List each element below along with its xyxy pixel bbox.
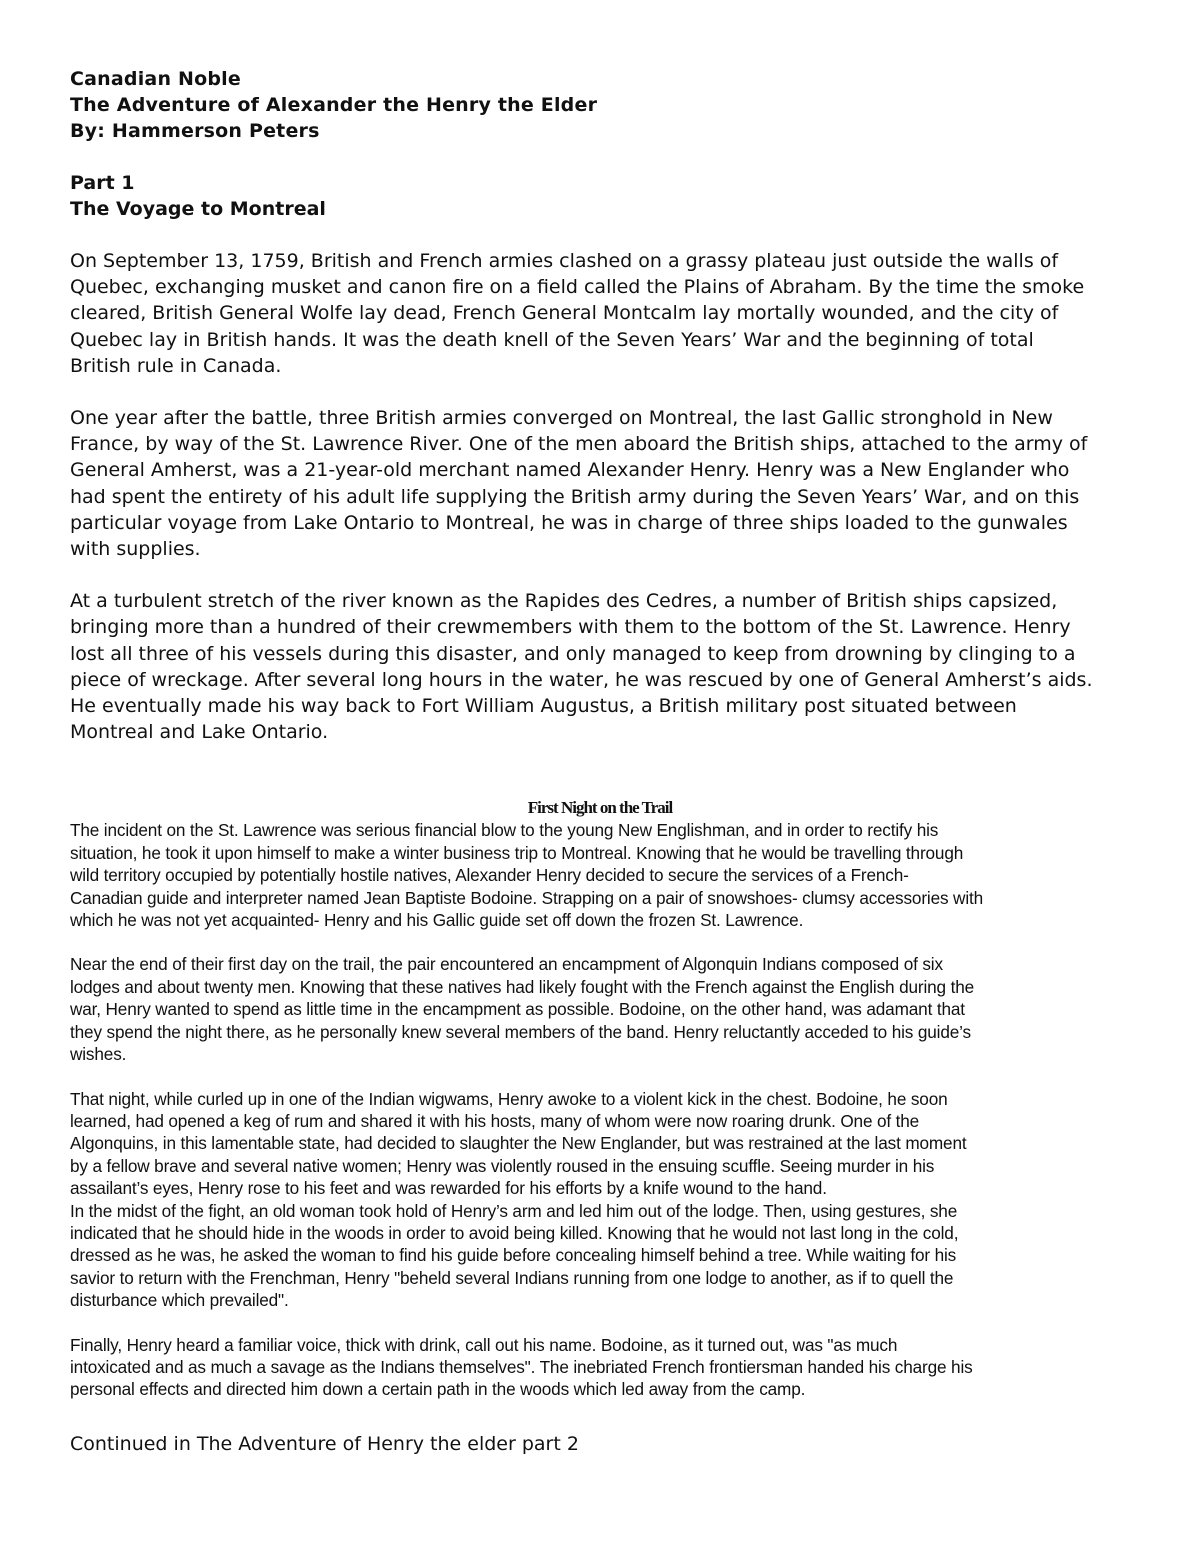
part-header: [70, 170, 1130, 222]
spacer: [70, 379, 1130, 405]
document-author: By: Hammerson Peters: [70, 120, 320, 142]
document-subtitle: The Adventure of Alexander the Henry the Elder: [70, 94, 598, 116]
section-title: First Night on the Trail: [527, 798, 673, 818]
spacer: [70, 1066, 1130, 1088]
spacer: [70, 931, 1130, 953]
document-title: Canadian Noble: [70, 68, 241, 90]
document-header: [70, 66, 1130, 144]
section-paragraph-3: That night, while curled up in one of the Indian wigwams, Henry awoke to a violent kick in the chest. Bodoine, he soon learned, had opened a keg of rum and shared it with his hosts, many of whom were now roaring drunk. One of the Algonquins, in this lamentable state, had decided to slaughter the New Englander, but was restrained at the last moment by a fellow brave and several native women; Henry was violently roused in the ensuing scuffle. Seeing murder in his assailant’s eyes, Henry rose to his feet and was rewarded for his efforts by a knife wound to the hand. In the midst of the fight, an old woman took hold of Henry’s arm and led him out of the lodge. Then, using gestures, she indicated that he should hide in the woods in order to avoid being killed. Knowing that he would not last long in the cold, dressed as he was, he asked the woman to find his guide before concealing himself behind a tree. While waiting for his savior to return with the Frenchman, Henry "beheld several Indians running from one lodge to another, as if to quell the disturbance which prevailed".: [70, 1088, 967, 1311]
part-paragraph-3: At a turbulent stretch of the river known as the Rapides des Cedres, a number of British ships capsized, bringing more than a hundred of their crewmembers with them to the bottom of the St. Lawrence. Henry lost all three of his vessels during this disaster, and only managed to keep from drowning by clinging to a piece of wreckage. After several long hours in the water, he was rescued by one of General Amherst’s aids. He eventually made his way back to Fort William Augustus, a British military post situated between Montreal and Lake Ontario.: [70, 590, 1093, 744]
document-page: [70, 66, 1130, 1457]
continued-note: Continued in The Adventure of Henry the elder part 2: [70, 1432, 579, 1455]
part-paragraph-1: On September 13, 1759, British and French armies clashed on a grassy plateau just outside the walls of Quebec, exchanging musket and canon fire on a field called the Plains of Abraham. By the time the smoke cleared, British General Wolfe lay dead, French General Montcalm lay mortally wounded, and the city of Quebec lay in British hands. It was the death knell of the Seven Years’ War and the beginning of total British rule in Canada.: [70, 250, 1085, 377]
spacer: [70, 222, 1130, 248]
spacer: [70, 562, 1130, 588]
section-paragraph-2: Near the end of their first day on the trail, the pair encountered an encampment of Algonquin Indians composed of six lodges and about twenty men. Knowing that these natives had likely fought with the French against the English during the war, Henry wanted to spend as little time in the encampment as possible. Bodoine, on the other hand, was adamant that they spend the night there, as he personally knew several members of the band. Henry reluctantly acceded to his guide’s wishes.: [70, 954, 975, 1065]
spacer: [70, 1312, 1130, 1334]
part-title: The Voyage to Montreal: [70, 198, 326, 220]
part-paragraph-2: One year after the battle, three British armies converged on Montreal, the last Gallic stronghold in New France, by way of the St. Lawrence River. One of the men aboard the British ships, attached to the army of General Amherst, was a 21-year-old merchant named Alexander Henry. Henry was a New Englander who had spent the entirety of his adult life supplying the British army during the Seven Years’ War, and on this particular voyage from Lake Ontario to Montreal, he was in charge of three ships loaded to the gunwales with supplies.: [70, 407, 1088, 561]
spacer: [70, 144, 1130, 170]
section-paragraph-1: The incident on the St. Lawrence was serious financial blow to the young New Englishman, and in order to rectify his situation, he took it upon himself to make a winter business trip to Montreal. Knowing that he would be travelling through wild territory occupied by potentially hostile natives, Alexander Henry decided to secure the services of a French- Canadian guide and interpreter named Jean Baptiste Bodoine. Strapping on a pair of snowshoes- clumsy accessories with which he was not yet acquainted- Henry and his Gallic guide set off down the frozen St. Lawrence.: [70, 820, 984, 931]
part-number: Part 1: [70, 172, 135, 194]
section-paragraph-4: Finally, Henry heard a familiar voice, thick with drink, call out his name. Bodoine, as it turned out, was "as much intoxicated and as much a savage as the Indians themselves". The inebriated French frontiersman handed his charge his personal effects and directed him down a certain path in the woods which led away from the camp.: [70, 1334, 973, 1400]
